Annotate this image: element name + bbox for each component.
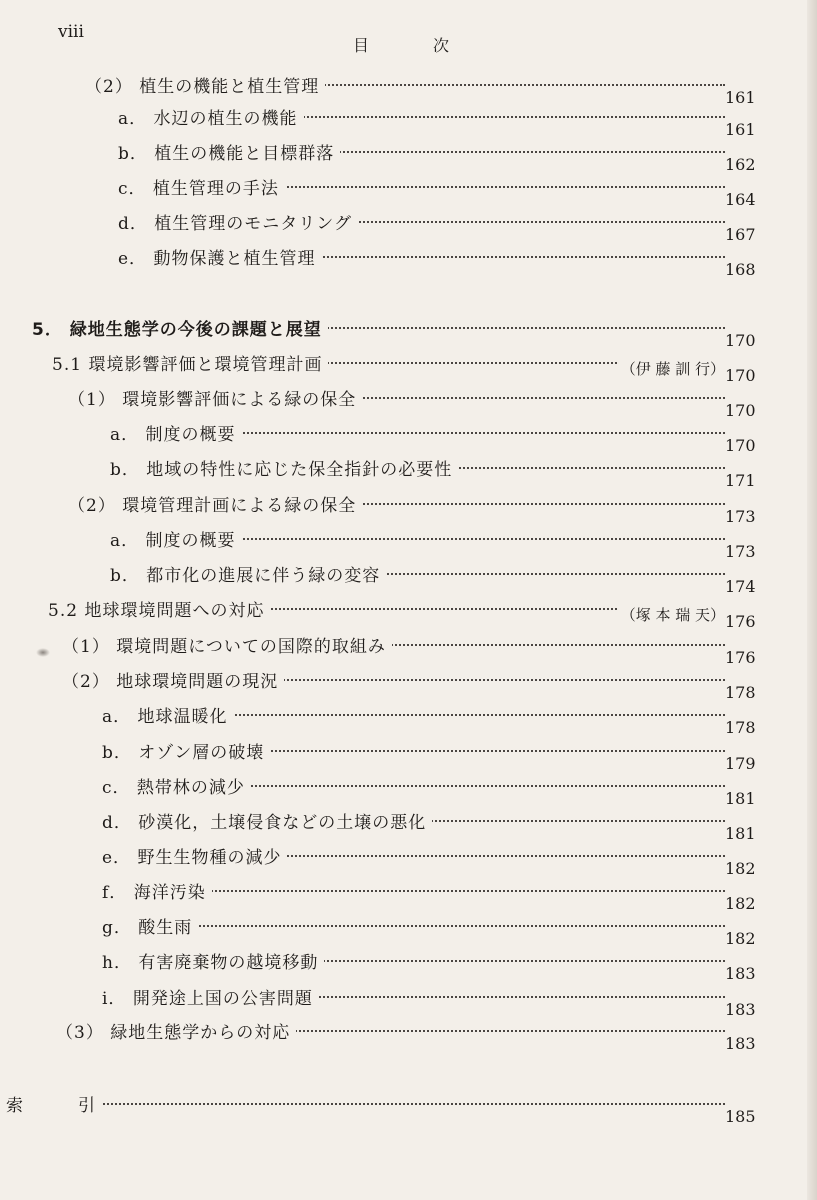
toc-entry-page: 183 [725, 964, 756, 983]
toc-entry-page: 178 [725, 718, 756, 737]
toc-entry [102, 944, 765, 984]
toc-entry [102, 839, 765, 879]
toc-entry-page: 176 [725, 648, 756, 667]
toc-entry [102, 734, 765, 774]
toc-entry-page: 164 [725, 190, 756, 209]
toc-entry-label: i． 開発途上国の公害問題 [102, 984, 319, 1009]
toc-entry-page: 173 [725, 507, 756, 526]
toc-entry-label: （2） 植生の機能と植生管理 [85, 72, 325, 97]
toc-entry [110, 451, 765, 491]
toc-entry-label: a． 制度の概要 [110, 526, 242, 551]
toc-entry [118, 135, 765, 175]
toc-entry [68, 487, 765, 527]
toc-entry-page: 170 [725, 401, 756, 420]
toc-entry-page: 162 [725, 155, 756, 174]
toc-entry-label: 5.1 環境影響評価と環境管理計画 [52, 350, 328, 375]
toc-entry [110, 557, 765, 597]
toc-entry [6, 1087, 765, 1127]
toc-entry [62, 663, 765, 703]
toc-entry [48, 592, 765, 632]
toc-entry-label: e． 野生生物種の減少 [102, 843, 287, 868]
toc-entry [32, 311, 765, 351]
toc-entry-page: 182 [725, 859, 756, 878]
toc-entry-label: （1） 環境問題についての国際的取組み [62, 632, 392, 657]
toc-entry-page: 176 [725, 612, 756, 631]
toc-entry-label: b． 都市化の進展に伴う緑の変容 [110, 561, 386, 586]
toc-entry [118, 100, 765, 140]
toc-entry-label: a． 地球温暖化 [102, 702, 234, 727]
toc-entry-page: 170 [725, 436, 756, 455]
page-number: viii [58, 22, 84, 42]
toc-entry-label: f． 海洋汚染 [102, 878, 212, 903]
toc-entry-label: g． 酸生雨 [102, 913, 198, 938]
toc-entry-page: 183 [725, 1000, 756, 1019]
toc-entry-label: c． 植生管理の手法 [118, 174, 285, 199]
toc-entry-label: d． 植生管理のモニタリング [118, 209, 358, 234]
toc-entry [56, 1014, 765, 1054]
toc-entry-page: 167 [725, 225, 756, 244]
toc-entry-label: b． オゾン層の破壊 [102, 738, 270, 763]
toc-entry-label: e． 動物保護と植生管理 [118, 244, 321, 269]
toc-entry-page: 161 [725, 120, 756, 139]
page-title: 目次 [353, 36, 514, 55]
toc-entry-page: 170 [725, 366, 756, 385]
toc-entry-label: b． 地域の特性に応じた保全指針の必要性 [110, 455, 458, 480]
toc-entry-label: （1） 環境影響評価による緑の保全 [68, 385, 362, 410]
toc-entry-page: 183 [725, 1034, 756, 1053]
toc-entry-page: 174 [725, 577, 756, 596]
toc-entry [110, 416, 765, 456]
toc-entry-page: 168 [725, 260, 756, 279]
toc-entry-page: 181 [725, 824, 756, 843]
toc-entry [102, 804, 765, 844]
toc-entry [102, 769, 765, 809]
toc-entry [62, 628, 765, 668]
toc-entry [102, 909, 765, 949]
toc-entry-page: 179 [725, 754, 756, 773]
toc-entry-label: h． 有害廃棄物の越境移動 [102, 948, 324, 973]
toc-entry-label: a． 制度の概要 [110, 420, 242, 445]
toc-entry [52, 346, 765, 386]
toc-entry-page: 182 [725, 894, 756, 913]
toc-entry-page: 173 [725, 542, 756, 561]
toc-entry [102, 874, 765, 914]
toc-entry-page: 185 [725, 1107, 756, 1126]
toc-entry-label: （3） 緑地生態学からの対応 [56, 1018, 296, 1043]
toc-entry-label: （2） 地球環境問題の現況 [62, 667, 284, 692]
toc-entry [118, 170, 765, 210]
toc-entry-label: （2） 環境管理計画による緑の保全 [68, 491, 362, 516]
toc-entry [102, 698, 765, 738]
toc-entry [118, 240, 765, 280]
toc-entry-page: 161 [725, 88, 756, 107]
toc-entry-label: 5.2 地球環境問題への対応 [48, 596, 270, 621]
toc-entry-page: 178 [725, 683, 756, 702]
toc-entry [110, 522, 765, 562]
toc-entry-label: b． 植生の機能と目標群落 [118, 139, 340, 164]
toc-entry-author: （伊 藤 訓 行） [617, 358, 725, 379]
toc-entry-label: 5． 緑地生態学の今後の課題と展望 [32, 315, 328, 340]
toc-entry-label: 索 引 [6, 1091, 102, 1116]
toc-entry-label: a． 水辺の植生の機能 [118, 104, 304, 129]
toc-entry-page: 181 [725, 789, 756, 808]
toc-entry-label: d． 砂漠化，土壌侵食などの土壌の悪化 [102, 808, 432, 833]
toc-entry-page: 170 [725, 331, 756, 350]
toc-entry-page: 182 [725, 929, 756, 948]
toc-entry-author: （塚 本 瑞 天） [617, 604, 725, 625]
toc-entry [118, 205, 765, 245]
toc-entry-label: c． 熱帯林の減少 [102, 773, 251, 798]
toc-entry [68, 381, 765, 421]
toc-entry-page: 171 [725, 471, 756, 490]
leader-dots [6, 1103, 725, 1105]
